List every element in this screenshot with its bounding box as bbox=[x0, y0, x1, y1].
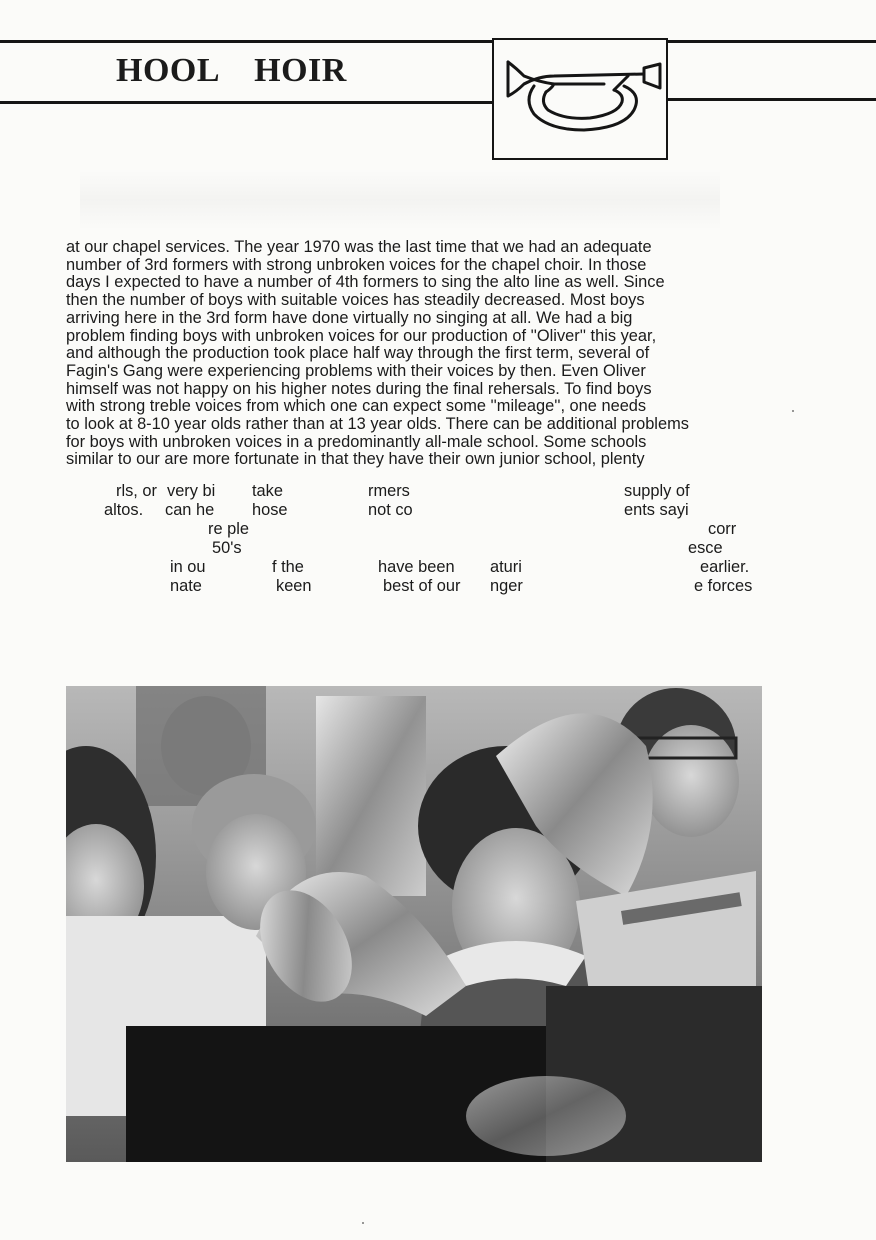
faded-text-band bbox=[80, 170, 720, 230]
text-fragment: nate bbox=[170, 577, 202, 595]
text-fragment: re ple bbox=[208, 520, 250, 538]
article-line: then the number of boys with suitable voices has steadily decreased. Most boys bbox=[66, 291, 645, 310]
text-fragment: very bi bbox=[167, 482, 216, 500]
text-fragment: rmers bbox=[368, 482, 410, 500]
article-line: arriving here in the 3rd form have done virtually no singing at all. We had a big bbox=[66, 308, 633, 327]
text-fragment: can he bbox=[165, 501, 215, 519]
article-line: for boys with unbroken voices in a predominantly all-male school. Some schools bbox=[66, 432, 647, 451]
article-line: Fagin's Gang were experiencing problems with their voices by then. Even Oliver bbox=[66, 361, 646, 380]
speck bbox=[792, 410, 794, 412]
text-fragment: have been bbox=[378, 558, 455, 576]
text-fragment: in ou bbox=[170, 558, 206, 576]
text-fragment: corr bbox=[708, 520, 737, 538]
text-fragment: earlier. bbox=[700, 558, 750, 576]
header-rule-bottom bbox=[0, 101, 495, 104]
text-fragment: rls, or bbox=[116, 482, 157, 500]
article-line: days I expected to have a number of 4th formers to sing the alto line as well. Since bbox=[66, 273, 665, 292]
text-fragment: not co bbox=[368, 501, 413, 519]
article-line: similar to our are more fortunate in that they have their own junior school, plenty bbox=[66, 450, 645, 469]
text-fragment: altos. bbox=[104, 501, 144, 519]
page-title: HOOL HOIR bbox=[116, 52, 347, 89]
brass-band-photo bbox=[66, 686, 762, 1162]
text-fragment: take bbox=[252, 482, 283, 500]
photo-illustration bbox=[66, 686, 762, 1162]
text-fragment: e forces bbox=[694, 577, 753, 595]
text-fragment: best of our bbox=[383, 577, 461, 595]
text-fragment: ents sayi bbox=[624, 501, 689, 519]
bugle-icon bbox=[494, 40, 666, 158]
article-line: problem finding boys with unbroken voices for our production of ''Oliver'' this year, bbox=[66, 326, 657, 345]
text-fragment: supply of bbox=[624, 482, 690, 500]
speck bbox=[362, 1222, 364, 1224]
article-line: and although the production took place half way through the first term, several of bbox=[66, 344, 650, 363]
article-line: with strong treble voices from which one can expect some ''mileage'', one needs bbox=[66, 397, 647, 416]
text-fragment: hose bbox=[252, 501, 288, 519]
text-fragment: f the bbox=[272, 558, 304, 576]
article-line: himself was not happy on his higher notes during the final rehersals. To find boys bbox=[66, 379, 652, 398]
article-line: to look at 8-10 year olds rather than at 13 year olds. There can be additional problems bbox=[66, 415, 689, 434]
text-fragment: keen bbox=[276, 577, 312, 595]
text-fragment: 50's bbox=[212, 539, 242, 557]
text-fragment: aturi bbox=[490, 558, 522, 576]
text-fragment: nger bbox=[490, 577, 523, 595]
header-rule-bottom-right bbox=[668, 98, 876, 101]
logo-box bbox=[492, 38, 668, 160]
article-line: number of 3rd formers with strong unbroken voices for the chapel choir. In those bbox=[66, 255, 647, 274]
article-line: at our chapel services. The year 1970 was the last time that we had an adequate bbox=[66, 238, 652, 256]
text-fragment: esce bbox=[688, 539, 723, 557]
header-rule-top bbox=[0, 40, 876, 43]
article-body bbox=[66, 239, 766, 469]
